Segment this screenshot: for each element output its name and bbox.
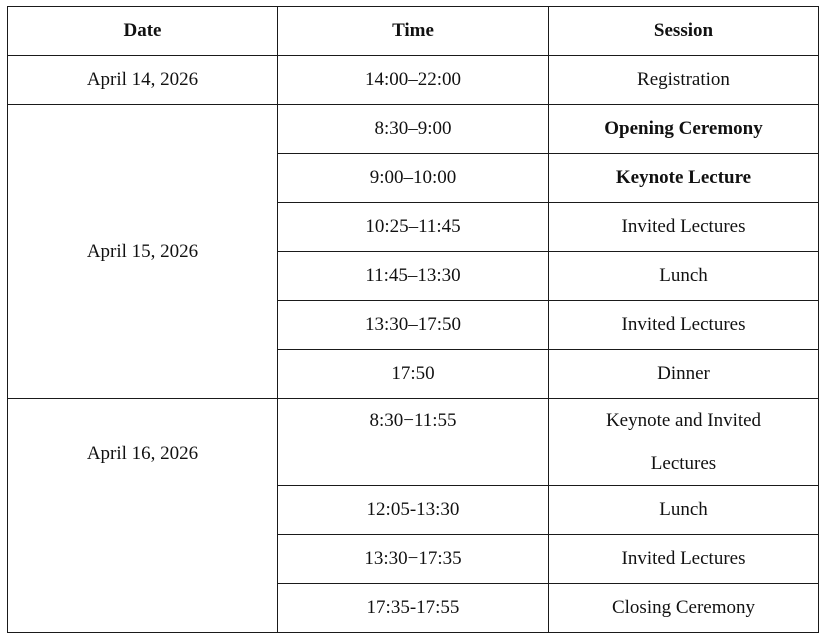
date-cell: April 14, 2026 (8, 56, 278, 105)
table-row (8, 105, 819, 154)
session-cell: Registration (549, 56, 819, 105)
table-row (8, 399, 819, 486)
header-session: Session (549, 7, 819, 56)
session-cell: Lunch (549, 252, 819, 301)
time-cell: 17:50 (278, 350, 549, 399)
session-cell: Closing Ceremony (549, 584, 819, 633)
table-row (8, 56, 819, 105)
time-cell: 10:25–11:45 (278, 203, 549, 252)
session-cell: Invited Lectures (549, 301, 819, 350)
session-cell: Lunch (549, 486, 819, 535)
time-cell: 11:45–13:30 (278, 252, 549, 301)
session-cell: Dinner (549, 350, 819, 399)
header-time: Time (278, 7, 549, 56)
time-cell: 8:30–9:00 (278, 105, 549, 154)
date-label: April 16, 2026 (86, 442, 199, 464)
time-cell: 17:35-17:55 (278, 584, 549, 633)
header-date: Date (8, 7, 278, 56)
session-cell: Invited Lectures (549, 535, 819, 584)
time-cell: 8:30−11:55 (278, 399, 549, 486)
date-cell (8, 399, 278, 633)
header-row (8, 7, 819, 56)
schedule-table (7, 6, 819, 633)
session-cell: Invited Lectures (549, 203, 819, 252)
time-cell: 9:00–10:00 (278, 154, 549, 203)
session-cell: Opening Ceremony (549, 105, 819, 154)
time-cell: 13:30–17:50 (278, 301, 549, 350)
time-cell: 14:00–22:00 (278, 56, 549, 105)
session-cell (549, 399, 819, 486)
session-label: Keynote and Invited Lectures (605, 410, 762, 474)
time-cell: 13:30−17:35 (278, 535, 549, 584)
session-cell: Keynote Lecture (549, 154, 819, 203)
time-cell: 12:05-13:30 (278, 486, 549, 535)
date-cell: April 15, 2026 (8, 105, 278, 399)
